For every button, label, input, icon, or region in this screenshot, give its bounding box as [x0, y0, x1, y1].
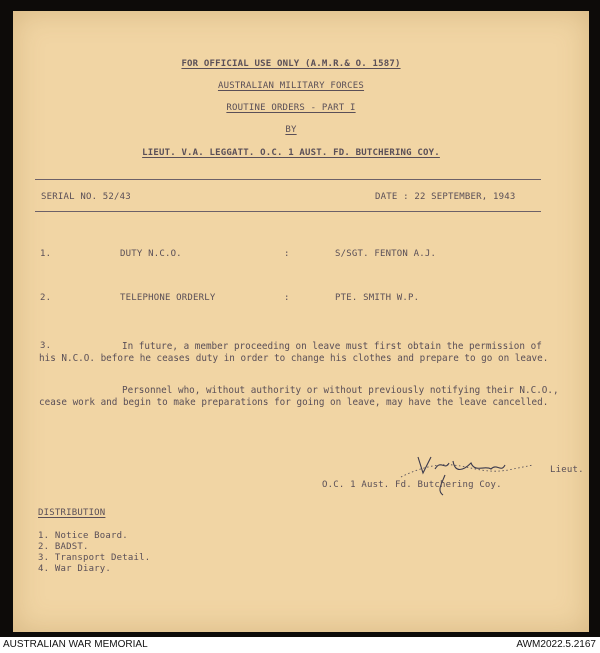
document-page — [13, 11, 589, 632]
distribution-entry: 3. Transport Detail. — [38, 553, 151, 563]
signatory-rank: Lieut. — [550, 465, 584, 475]
institution-caption: AUSTRALIAN WAR MEMORIAL — [3, 639, 148, 650]
order-date: DATE : 22 SEPTEMBER, 1943 — [375, 192, 516, 202]
item-label: TELEPHONE ORDERLY — [120, 293, 216, 303]
item-number: 1. — [40, 249, 52, 259]
classification-line: FOR OFFICIAL USE ONLY (A.M.R.& O. 1587) — [181, 59, 401, 69]
issuer-line: LIEUT. V.A. LEGGATT. O.C. 1 AUST. FD. BUTCHERING COY. — [142, 148, 440, 158]
item-number: 3. — [40, 341, 52, 351]
serial-number: SERIAL NO. 52/43 — [41, 192, 131, 202]
item-separator: : — [284, 293, 290, 303]
item-label: DUTY N.C.O. — [120, 249, 182, 259]
bottom-rule — [35, 211, 541, 212]
by-line: BY — [285, 125, 297, 135]
item-value: S/SGT. FENTON A.J. — [335, 249, 437, 259]
item-value: PTE. SMITH W.P. — [335, 293, 420, 303]
item-number: 2. — [40, 293, 52, 303]
order-type-line: ROUTINE ORDERS - PART I — [226, 103, 356, 113]
leave-paragraph: In future, a member proceeding on leave must first obtain the permission of his N.C.O. before he ceases duty in order to change his clothes and prepare to go on leave. — [39, 341, 549, 364]
distribution-heading: DISTRIBUTION — [38, 508, 106, 518]
distribution-entry: 4. War Diary. — [38, 564, 112, 574]
distribution-entry: 2. BADST. — [38, 542, 89, 552]
top-rule — [35, 179, 541, 180]
organization-line: AUSTRALIAN MILITARY FORCES — [217, 81, 365, 91]
handwritten-signature — [393, 451, 543, 497]
distribution-entry: 1. Notice Board. — [38, 531, 128, 541]
item-separator: : — [284, 249, 290, 259]
signatory-title: O.C. 1 Aust. Fd. Butchering Coy. — [322, 480, 502, 490]
accession-caption: AWM2022.5.2167 — [516, 639, 596, 650]
cancellation-paragraph: Personnel who, without authority or without previously notifying their N.C.O., cease work and begin to make preparations for going on leave, may have the leave cancelled. — [39, 385, 559, 408]
